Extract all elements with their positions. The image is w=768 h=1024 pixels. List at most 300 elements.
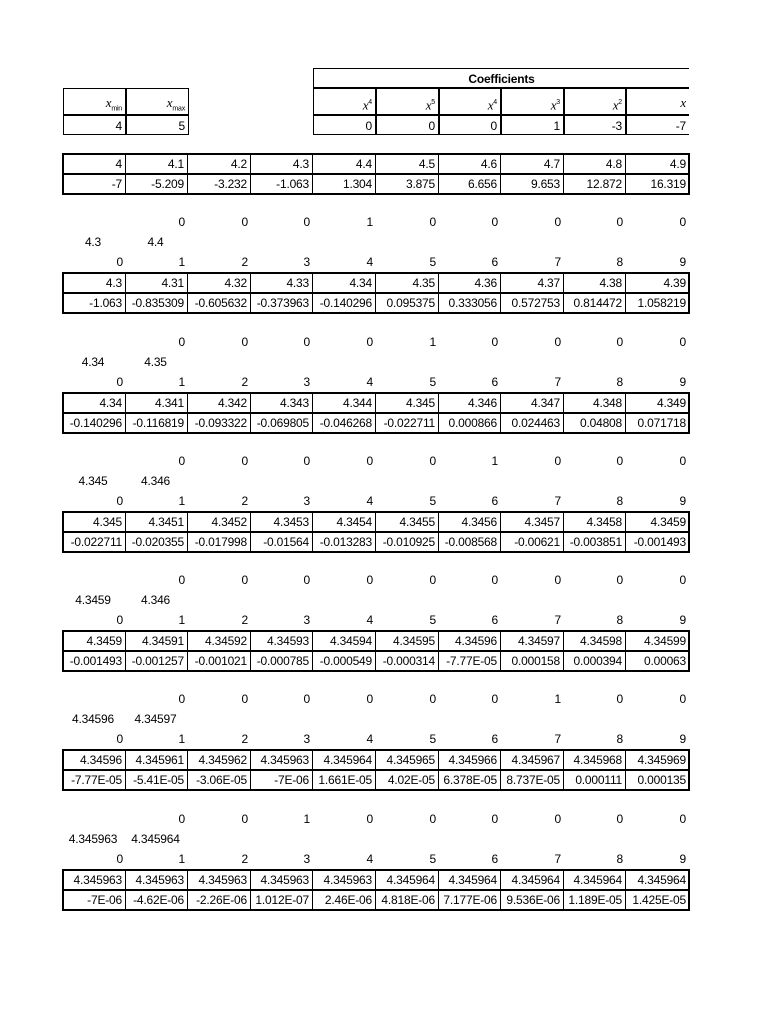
- range-max-cell[interactable]: 4.34597: [134, 712, 177, 726]
- iteration-x-cell[interactable]: 4.3457: [501, 513, 564, 533]
- coefficient-label: x: [626, 88, 689, 115]
- index-cell: 7: [554, 375, 561, 389]
- index-cell: 0: [116, 375, 123, 389]
- iteration-y-cell[interactable]: -1.063: [63, 294, 126, 312]
- iteration-y-cell[interactable]: -0.017998: [188, 533, 251, 551]
- index-cell: 9: [679, 494, 686, 508]
- iteration-y-cell[interactable]: -0.020355: [126, 533, 188, 551]
- iteration-x-cell[interactable]: 4.35: [376, 274, 439, 294]
- iteration-x-cell[interactable]: 4.31: [126, 274, 188, 294]
- flag-cell[interactable]: 0: [679, 692, 686, 706]
- flag-cell[interactable]: 0: [241, 812, 248, 826]
- initial-x-cell[interactable]: 4.8: [564, 155, 626, 175]
- flag-cell[interactable]: 0: [303, 215, 310, 229]
- index-cell: 6: [491, 375, 498, 389]
- flag-cell[interactable]: 0: [679, 215, 686, 229]
- iteration-x-cell[interactable]: 4.3452: [188, 513, 251, 533]
- index-cell: 1: [178, 375, 185, 389]
- iteration-x-cell[interactable]: 4.34597: [501, 632, 564, 652]
- flag-cell[interactable]: 0: [366, 692, 373, 706]
- iteration-x-cell[interactable]: 4.345963: [126, 871, 188, 891]
- iteration-y-cell[interactable]: -0.001493: [633, 535, 686, 549]
- coefficients-label: Coefficients: [313, 68, 689, 88]
- iteration-x-cell[interactable]: 4.34599: [626, 632, 689, 652]
- iteration-x-cell[interactable]: 4.34: [63, 394, 126, 414]
- coefficient-value[interactable]: 1: [501, 115, 564, 135]
- index-row: [63, 849, 689, 869]
- variable-value-row: [63, 115, 689, 135]
- iteration-y-cell[interactable]: 0.000111: [564, 771, 626, 789]
- index-cell: 1: [178, 852, 185, 866]
- coefficient-value[interactable]: -3: [564, 115, 626, 135]
- flag-cell[interactable]: 0: [303, 692, 310, 706]
- iteration-y-cell[interactable]: -7.77E-05: [63, 771, 126, 789]
- iteration-y-cell[interactable]: 0.071718: [637, 416, 686, 430]
- iteration-x-cell[interactable]: 4.345964: [626, 871, 689, 891]
- iteration-x-cell[interactable]: 4.345969: [626, 751, 689, 771]
- iteration-x-cell[interactable]: 4.33: [251, 274, 313, 294]
- iteration-y-cell[interactable]: 1.058219: [637, 296, 686, 310]
- flag-cell[interactable]: 0: [178, 454, 185, 468]
- initial-x-cell[interactable]: 4.2: [188, 155, 251, 175]
- initial-y-cell[interactable]: 1.304: [313, 175, 376, 193]
- sign-change-flags-row: [63, 689, 689, 709]
- iteration-x-cell[interactable]: 4.345963: [63, 871, 126, 891]
- iteration-y-cell[interactable]: 0.000394: [564, 652, 626, 670]
- index-cell: 4: [366, 255, 373, 269]
- iteration-y-cell[interactable]: 1.661E-05: [313, 771, 376, 789]
- flag-cell[interactable]: 0: [303, 454, 310, 468]
- iteration-x-cell[interactable]: 4.34593: [251, 632, 313, 652]
- iteration-y-cell[interactable]: 1.012E-07: [251, 891, 313, 909]
- flag-cell[interactable]: 0: [241, 215, 248, 229]
- sign-change-flags-row: [63, 332, 689, 352]
- flag-cell[interactable]: 0: [679, 812, 686, 826]
- index-cell: 8: [616, 255, 623, 269]
- index-cell: 3: [303, 494, 310, 508]
- iteration-table: [62, 511, 690, 553]
- flag-cell[interactable]: 0: [616, 573, 623, 587]
- iteration-x-cell[interactable]: 4.345966: [439, 751, 501, 771]
- index-row: [63, 491, 689, 511]
- sign-change-flags-row: [63, 570, 689, 590]
- flag-cell[interactable]: 0: [178, 812, 185, 826]
- flag-cell[interactable]: 1: [303, 812, 310, 826]
- bracket-range-row: [63, 352, 689, 372]
- range-min-cell[interactable]: 4.345: [78, 474, 108, 488]
- iteration-x-cell[interactable]: 4.34596: [63, 751, 126, 771]
- flag-cell[interactable]: 0: [366, 335, 373, 349]
- flag-cell[interactable]: 1: [491, 454, 498, 468]
- iteration-y-cell[interactable]: -0.000785: [251, 652, 313, 670]
- index-row: [63, 372, 689, 392]
- iteration-y-cell[interactable]: 0.000135: [637, 773, 686, 787]
- iteration-y-cell[interactable]: -0.835309: [126, 294, 188, 312]
- initial-y-cell[interactable]: -3.232: [188, 175, 251, 193]
- flag-cell[interactable]: 0: [491, 573, 498, 587]
- iteration-y-cell[interactable]: 0.024463: [501, 414, 564, 432]
- index-cell: 4: [366, 613, 373, 627]
- iteration-x-cell[interactable]: 4.349: [626, 394, 689, 414]
- range-max-cell[interactable]: 4.4: [147, 235, 164, 249]
- index-cell: 0: [116, 852, 123, 866]
- flag-cell[interactable]: 0: [554, 454, 561, 468]
- flag-cell[interactable]: 0: [491, 812, 498, 826]
- range-min-cell[interactable]: 4.3: [84, 235, 102, 249]
- flag-cell[interactable]: 0: [429, 215, 436, 229]
- flag-cell[interactable]: 0: [554, 573, 561, 587]
- iteration-x-cell[interactable]: 4.3453: [251, 513, 313, 533]
- iteration-x-cell[interactable]: 4.38: [564, 274, 626, 294]
- flag-cell[interactable]: 0: [616, 812, 623, 826]
- iteration-y-cell[interactable]: -0.140296: [63, 414, 126, 432]
- index-cell: 0: [116, 494, 123, 508]
- iteration-y-cell[interactable]: -0.373963: [251, 294, 313, 312]
- initial-table: [62, 153, 690, 195]
- flag-cell[interactable]: 0: [554, 215, 561, 229]
- index-cell: 9: [679, 375, 686, 389]
- iteration-y-cell[interactable]: 0.572753: [501, 294, 564, 312]
- index-cell: 3: [303, 852, 310, 866]
- coefficient-label: $x^4$: [313, 88, 376, 115]
- flag-cell[interactable]: 0: [429, 454, 436, 468]
- bracket-range-row: [63, 829, 689, 849]
- iteration-x-cell[interactable]: 4.34: [313, 274, 376, 294]
- iteration-y-cell[interactable]: -0.010925: [376, 533, 439, 551]
- index-cell: 6: [491, 255, 498, 269]
- index-cell: 5: [429, 375, 436, 389]
- iteration-x-cell[interactable]: 4.343: [251, 394, 313, 414]
- iteration-x-cell[interactable]: 4.347: [501, 394, 564, 414]
- iteration-y-cell[interactable]: 0.000158: [501, 652, 564, 670]
- index-cell: 6: [491, 852, 498, 866]
- iteration-table: [62, 272, 690, 314]
- coefficient-value[interactable]: 0: [439, 115, 501, 135]
- iteration-x-cell[interactable]: 4.348: [564, 394, 626, 414]
- iteration-x-cell[interactable]: 4.345962: [188, 751, 251, 771]
- index-cell: 8: [616, 494, 623, 508]
- iteration-y-cell[interactable]: -7E-06: [251, 771, 313, 789]
- iteration-y-cell[interactable]: 1.425E-05: [632, 893, 686, 907]
- iteration-y-cell[interactable]: 0.00063: [644, 654, 686, 668]
- sign-change-flags-row: [63, 212, 689, 232]
- index-cell: 9: [679, 255, 686, 269]
- coefficients-header-row: [63, 68, 689, 88]
- coefficient-value[interactable]: -7: [626, 115, 689, 135]
- iteration-y-cell[interactable]: -0.001257: [126, 652, 188, 670]
- iteration-y-cell[interactable]: -0.022711: [376, 414, 439, 432]
- iteration-y-cell[interactable]: -0.003851: [564, 533, 626, 551]
- index-cell: 5: [429, 255, 436, 269]
- index-cell: 2: [241, 852, 248, 866]
- range-max-cell[interactable]: 4.346: [140, 474, 171, 488]
- iteration-y-cell[interactable]: -0.01564: [251, 533, 313, 551]
- range-min-cell[interactable]: 4.34596: [72, 712, 114, 726]
- flag-cell[interactable]: 0: [241, 454, 248, 468]
- range-min-cell[interactable]: 4.3459: [75, 593, 111, 607]
- flag-cell[interactable]: 1: [429, 335, 436, 349]
- initial-x-cell[interactable]: 4.9: [626, 155, 689, 175]
- index-cell: 9: [679, 732, 686, 746]
- iteration-y-cell[interactable]: -2.26E-06: [188, 891, 251, 909]
- initial-y-cell[interactable]: 12.872: [564, 175, 626, 193]
- bracket-range-row: [63, 471, 689, 491]
- index-cell: 3: [303, 255, 310, 269]
- index-cell: 7: [554, 255, 561, 269]
- iteration-table: [62, 392, 690, 434]
- index-row: [63, 610, 689, 630]
- flag-cell[interactable]: 0: [554, 812, 561, 826]
- iteration-x-cell[interactable]: 4.3456: [439, 513, 501, 533]
- iteration-y-cell[interactable]: 8.737E-05: [501, 771, 564, 789]
- index-row: [63, 252, 689, 272]
- index-cell: 0: [116, 732, 123, 746]
- sign-change-flags-row: [63, 451, 689, 471]
- iteration-y-cell[interactable]: -5.41E-05: [126, 771, 188, 789]
- index-cell: 1: [178, 613, 185, 627]
- iteration-y-cell[interactable]: 0.333056: [439, 294, 501, 312]
- flag-cell[interactable]: 0: [679, 454, 686, 468]
- range-min-cell[interactable]: 4.34: [81, 355, 105, 369]
- iteration-y-cell[interactable]: -0.069805: [251, 414, 313, 432]
- iteration-y-cell[interactable]: -7.77E-05: [439, 652, 501, 670]
- iteration-x-cell[interactable]: 4.34595: [376, 632, 439, 652]
- iteration-x-cell[interactable]: 4.345963: [188, 871, 251, 891]
- index-cell: 5: [429, 494, 436, 508]
- flag-cell[interactable]: 0: [429, 812, 436, 826]
- iteration-table: [62, 749, 690, 791]
- iteration-x-cell[interactable]: 4.341: [126, 394, 188, 414]
- xmin-value[interactable]: 4: [63, 115, 126, 135]
- iteration-y-cell[interactable]: 4.02E-05: [376, 771, 439, 789]
- index-cell: 3: [303, 732, 310, 746]
- iteration-x-cell[interactable]: 4.34592: [188, 632, 251, 652]
- initial-x-cell[interactable]: 4.3: [251, 155, 313, 175]
- index-cell: 5: [429, 852, 436, 866]
- iteration-y-cell[interactable]: -0.000549: [313, 652, 376, 670]
- iteration-x-cell[interactable]: 4.345964: [313, 751, 376, 771]
- range-max-cell[interactable]: 4.345964: [131, 832, 180, 846]
- iteration-x-cell[interactable]: 4.342: [188, 394, 251, 414]
- flag-cell[interactable]: 1: [366, 215, 373, 229]
- iteration-x-cell[interactable]: 4.345965: [376, 751, 439, 771]
- flag-cell[interactable]: 0: [616, 454, 623, 468]
- index-cell: 3: [303, 375, 310, 389]
- iteration-x-cell[interactable]: 4.345963: [251, 751, 313, 771]
- iteration-y-cell[interactable]: -3.06E-05: [188, 771, 251, 789]
- iteration-x-cell[interactable]: 4.3459: [63, 632, 126, 652]
- iteration-x-cell[interactable]: 4.3458: [564, 513, 626, 533]
- iteration-x-cell[interactable]: 4.345: [376, 394, 439, 414]
- index-cell: 0: [116, 255, 123, 269]
- iteration-x-cell[interactable]: 4.345963: [313, 871, 376, 891]
- flag-cell[interactable]: 0: [616, 215, 623, 229]
- index-cell: 6: [491, 613, 498, 627]
- index-cell: 9: [679, 613, 686, 627]
- flag-cell[interactable]: 0: [366, 573, 373, 587]
- bracket-range-row: [63, 232, 689, 252]
- initial-x-cell[interactable]: 4: [63, 155, 126, 175]
- iteration-y-cell[interactable]: -0.022711: [63, 533, 126, 551]
- flag-cell[interactable]: 0: [616, 692, 623, 706]
- iteration-x-cell[interactable]: 4.345967: [501, 751, 564, 771]
- iteration-x-cell[interactable]: 4.3: [63, 274, 126, 294]
- index-cell: 4: [366, 852, 373, 866]
- flag-cell[interactable]: 0: [178, 335, 185, 349]
- coefficient-label: $x^2$: [564, 88, 626, 115]
- flag-cell[interactable]: 0: [429, 692, 436, 706]
- index-cell: 7: [554, 613, 561, 627]
- iteration-x-cell[interactable]: 4.34591: [126, 632, 188, 652]
- iteration-y-cell[interactable]: -4.62E-06: [126, 891, 188, 909]
- iteration-y-cell[interactable]: 6.378E-05: [439, 771, 501, 789]
- initial-x-cell[interactable]: 4.1: [126, 155, 188, 175]
- flag-cell[interactable]: 0: [491, 335, 498, 349]
- initial-y-cell[interactable]: 9.653: [501, 175, 564, 193]
- iteration-y-cell[interactable]: -0.046268: [313, 414, 376, 432]
- index-cell: 1: [178, 255, 185, 269]
- flag-cell[interactable]: 1: [554, 692, 561, 706]
- iteration-y-cell[interactable]: 1.189E-05: [564, 891, 626, 909]
- iteration-x-cell[interactable]: 4.39: [626, 274, 689, 294]
- iteration-x-cell[interactable]: 4.37: [501, 274, 564, 294]
- initial-y-cell[interactable]: -7: [63, 175, 126, 193]
- iteration-x-cell[interactable]: 4.3459: [626, 513, 689, 533]
- iteration-y-cell[interactable]: 7.177E-06: [439, 891, 501, 909]
- iteration-y-cell[interactable]: -0.013283: [313, 533, 376, 551]
- flag-cell[interactable]: 0: [491, 692, 498, 706]
- iteration-y-cell[interactable]: -0.008568: [439, 533, 501, 551]
- sign-change-flags-row: [63, 809, 689, 829]
- iteration-y-cell[interactable]: -0.00621: [501, 533, 564, 551]
- index-cell: 1: [178, 732, 185, 746]
- index-row: [63, 729, 689, 749]
- iteration-y-cell[interactable]: -0.001021: [188, 652, 251, 670]
- flag-cell[interactable]: 0: [241, 573, 248, 587]
- flag-cell[interactable]: 0: [241, 335, 248, 349]
- xmax-value[interactable]: 5: [126, 115, 189, 135]
- iteration-y-cell[interactable]: -0.000314: [376, 652, 439, 670]
- xmin-label: $x_{min}$: [63, 88, 126, 115]
- flag-cell[interactable]: 0: [679, 335, 686, 349]
- index-cell: 7: [554, 494, 561, 508]
- flag-cell[interactable]: 0: [554, 335, 561, 349]
- flag-cell[interactable]: 0: [679, 573, 686, 587]
- iteration-x-cell[interactable]: 4.34596: [439, 632, 501, 652]
- flag-cell[interactable]: 0: [178, 692, 185, 706]
- iteration-y-cell[interactable]: -0.140296: [313, 294, 376, 312]
- coefficient-label: $x^5$: [376, 88, 439, 115]
- initial-y-cell[interactable]: 6.656: [439, 175, 501, 193]
- iteration-x-cell[interactable]: 4.3451: [126, 513, 188, 533]
- iteration-table: [62, 869, 690, 911]
- iteration-table: [62, 630, 690, 672]
- iteration-y-cell[interactable]: 0.000866: [439, 414, 501, 432]
- initial-x-cell[interactable]: 4.6: [439, 155, 501, 175]
- iteration-x-cell[interactable]: 4.345963: [251, 871, 313, 891]
- iteration-y-cell[interactable]: 9.536E-06: [501, 891, 564, 909]
- index-cell: 2: [241, 375, 248, 389]
- iteration-x-cell[interactable]: 4.3455: [376, 513, 439, 533]
- initial-y-cell[interactable]: -1.063: [251, 175, 313, 193]
- iteration-x-cell[interactable]: 4.36: [439, 274, 501, 294]
- index-cell: 1: [178, 494, 185, 508]
- flag-cell[interactable]: 0: [241, 692, 248, 706]
- iteration-x-cell[interactable]: 4.345968: [564, 751, 626, 771]
- range-min-cell[interactable]: 4.345963: [68, 832, 118, 846]
- iteration-y-cell[interactable]: 2.46E-06: [313, 891, 376, 909]
- iteration-y-cell[interactable]: 0.095375: [376, 294, 439, 312]
- initial-y-cell[interactable]: 3.875: [376, 175, 439, 193]
- initial-y-cell[interactable]: -5.209: [126, 175, 188, 193]
- flag-cell[interactable]: 0: [616, 335, 623, 349]
- iteration-y-cell[interactable]: -0.093322: [188, 414, 251, 432]
- flag-cell[interactable]: 0: [303, 573, 310, 587]
- iteration-y-cell[interactable]: 0.814472: [564, 294, 626, 312]
- iteration-x-cell[interactable]: 4.345964: [439, 871, 501, 891]
- index-cell: 3: [303, 613, 310, 627]
- iteration-x-cell[interactable]: 4.344: [313, 394, 376, 414]
- iteration-x-cell[interactable]: 4.345964: [564, 871, 626, 891]
- iteration-x-cell[interactable]: 4.34594: [313, 632, 376, 652]
- iteration-y-cell[interactable]: -0.001493: [63, 652, 126, 670]
- index-cell: 0: [116, 613, 123, 627]
- initial-y-cell[interactable]: 16.319: [650, 177, 686, 191]
- index-cell: 4: [366, 494, 373, 508]
- initial-x-cell[interactable]: 4.7: [501, 155, 564, 175]
- flag-cell[interactable]: 0: [366, 454, 373, 468]
- iteration-x-cell[interactable]: 4.345964: [501, 871, 564, 891]
- bracket-range-row: [63, 709, 689, 729]
- index-cell: 2: [241, 732, 248, 746]
- index-cell: 8: [616, 852, 623, 866]
- index-cell: 9: [679, 852, 686, 866]
- iteration-x-cell[interactable]: 4.32: [188, 274, 251, 294]
- xmax-label: $x_{max}$: [126, 88, 189, 115]
- iteration-x-cell[interactable]: 4.345: [63, 513, 126, 533]
- flag-cell[interactable]: 0: [178, 215, 185, 229]
- range-max-cell[interactable]: 4.35: [144, 355, 167, 369]
- iteration-x-cell[interactable]: 4.345964: [376, 871, 439, 891]
- iteration-y-cell[interactable]: -0.116819: [126, 414, 188, 432]
- index-cell: 2: [241, 613, 248, 627]
- range-max-cell[interactable]: 4.346: [140, 593, 171, 607]
- index-cell: 6: [491, 732, 498, 746]
- iteration-x-cell[interactable]: 4.3454: [313, 513, 376, 533]
- index-cell: 4: [366, 732, 373, 746]
- flag-cell[interactable]: 0: [491, 215, 498, 229]
- iteration-x-cell[interactable]: 4.345961: [126, 751, 188, 771]
- coefficient-label: $x^3$: [501, 88, 564, 115]
- flag-cell[interactable]: 0: [303, 335, 310, 349]
- iteration-x-cell[interactable]: 4.346: [439, 394, 501, 414]
- index-cell: 7: [554, 732, 561, 746]
- initial-x-cell[interactable]: 4.4: [313, 155, 376, 175]
- iteration-y-cell[interactable]: 4.818E-06: [376, 891, 439, 909]
- flag-cell[interactable]: 0: [178, 573, 185, 587]
- iteration-x-cell[interactable]: 4.34598: [564, 632, 626, 652]
- flag-cell[interactable]: 0: [366, 812, 373, 826]
- coefficient-value[interactable]: 0: [313, 115, 376, 135]
- iteration-y-cell[interactable]: -7E-06: [63, 891, 126, 909]
- iteration-y-cell[interactable]: -0.605632: [188, 294, 251, 312]
- bracket-range-row: [63, 590, 689, 610]
- coefficient-value[interactable]: 0: [376, 115, 439, 135]
- iteration-y-cell[interactable]: 0.04808: [564, 414, 626, 432]
- initial-x-cell[interactable]: 4.5: [376, 155, 439, 175]
- index-cell: 8: [616, 613, 623, 627]
- flag-cell[interactable]: 0: [429, 573, 436, 587]
